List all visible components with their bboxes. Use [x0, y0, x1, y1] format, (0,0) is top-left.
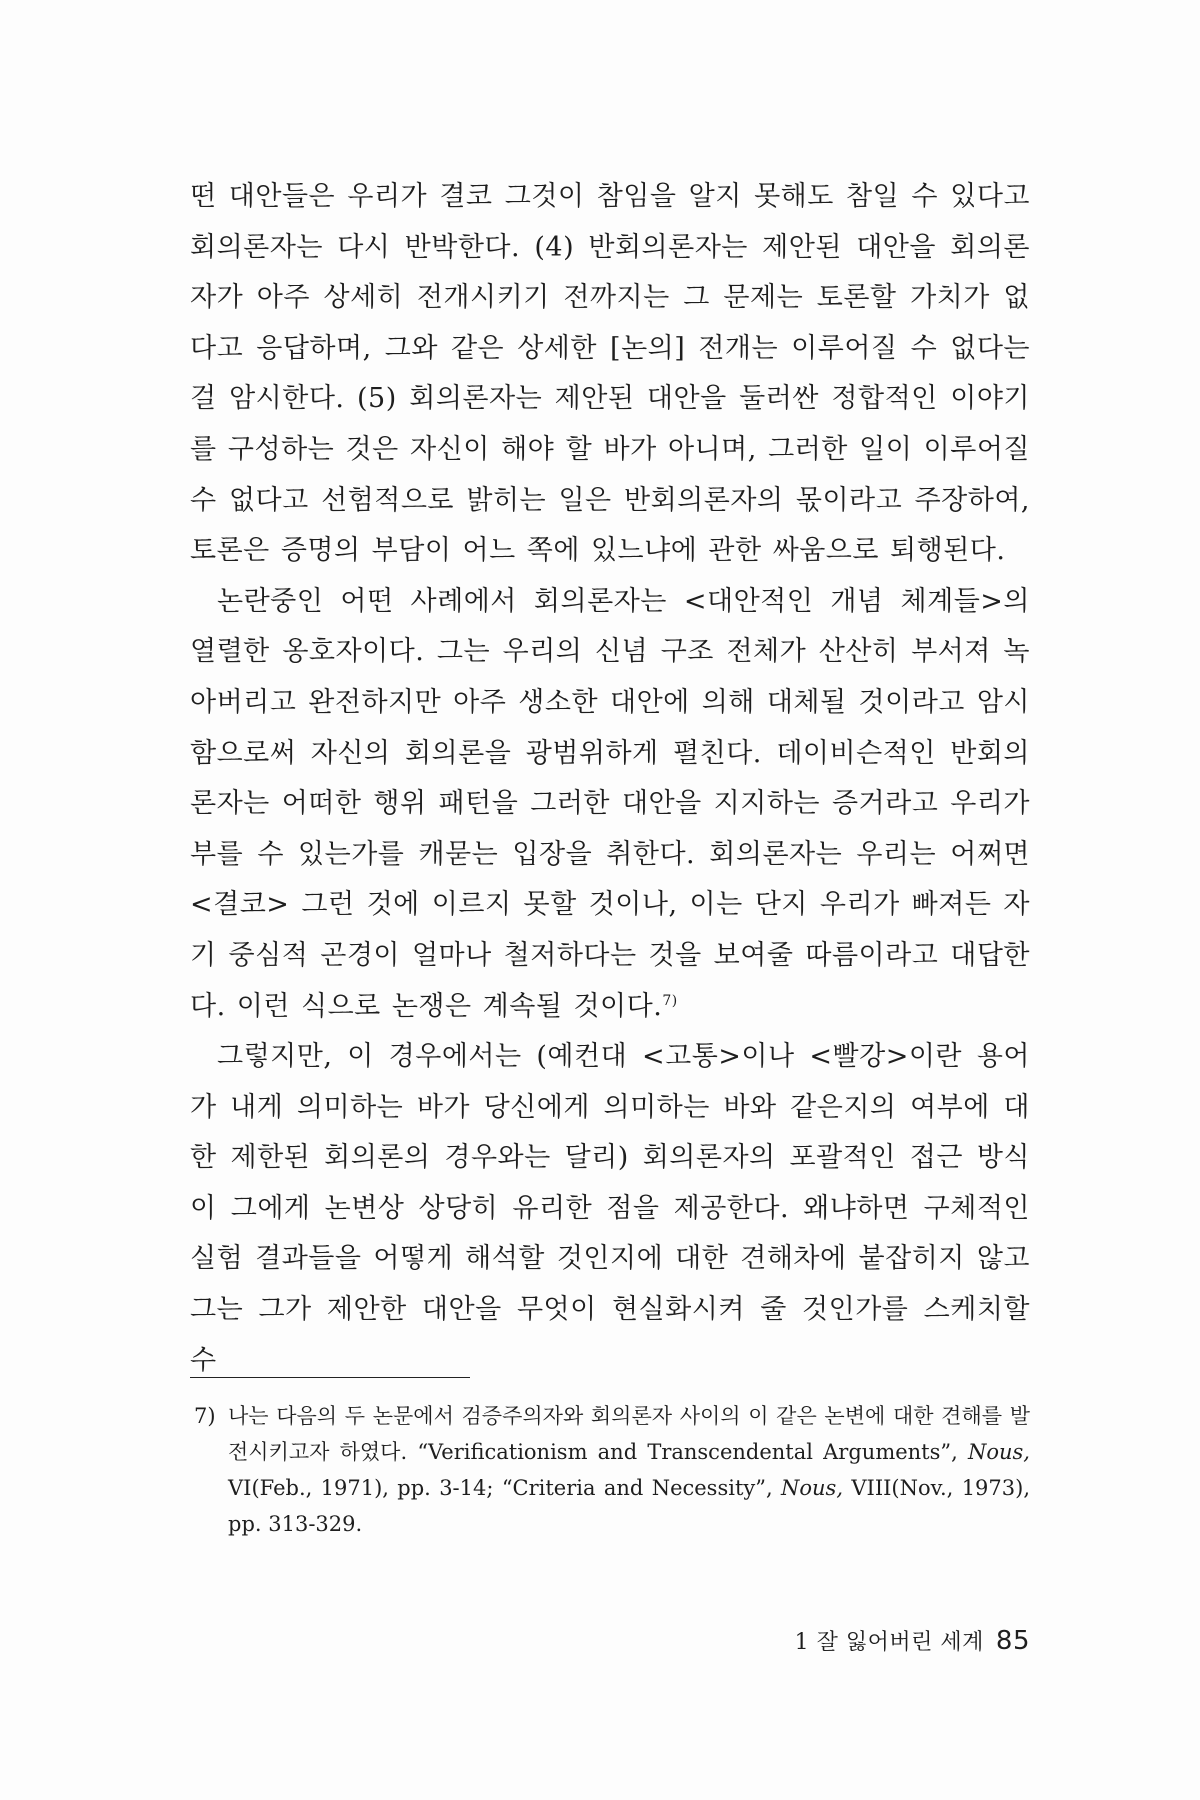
body-text: [190, 172, 1030, 1386]
footnote-ref1-detail: VI(Feb., 1971), pp. 3-14;: [228, 1476, 502, 1500]
chapter-title: 1 잘 잃어버린 세계: [794, 1630, 984, 1655]
footnote-number: 7): [194, 1404, 216, 1428]
footnote-ref2-journal: Nous,: [781, 1476, 844, 1500]
footnote-text: [228, 1398, 1030, 1542]
footnote-ref2-detail: VIII(Nov., 1973), pp. 313-329.: [228, 1476, 1030, 1536]
paragraph-2: [190, 577, 1030, 1032]
page-number: 85: [995, 1626, 1030, 1656]
footnote-reference[interactable]: 7): [662, 992, 678, 1009]
page-footer: [795, 1625, 1030, 1656]
paragraph-1-text: 떤 대안들은 우리가 결코 그것이 참임을 알지 못해도 참일 수 있다고 회의론자는 다시 반박한다. (4) 반회의론자는 제안된 대안을 회의론자가 아주 상세히 전개시키기 전까지는 그 문제는 토론할 가치가 없다고 응답하며, 그와 같은 상세한 [논의] 전개는 이루어질 수 없다는 걸 암시한다. (5) 회의론자는 제안된 대안을 둘러싼 정합적인 이야기를 구성하는 것은 자신이 해야 할 바가 아니며, 그러한 일이 이루어질 수 없다고 선험적으로 밝히는 일은 반회의론자의 몫이라고 주장하여, 토론은 증명의 부담이 어느 쪽에 있느냐에 관한 싸움으로 퇴행된다.: [190, 181, 1030, 567]
footnote-korean-text: 나는 다음의 두 논문에서 검증주의자와 회의론자 사이의 이 같은 논변에 대한 견해를 발전시키고자 하였다.: [228, 1404, 1030, 1464]
paragraph-1: [190, 172, 1030, 577]
footnote-ref1-journal: Nous,: [967, 1440, 1030, 1464]
paragraph-3-text: 그렇지만, 이 경우에서는 (예컨대 <고통>이나 <빨강>이란 용어가 내게 의미하는 바가 당신에게 의미하는 바와 같은지의 여부에 대한 제한된 회의론의 경우와는 달리) 회의론자의 포괄적인 접근 방식이 그에게 논변상 상당히 유리한 점을 제공한다. 왜냐하면 구체적인 실험 결과들을 어떻게 해석할 것인지에 대한 견해차에 붙잡히지 않고 그는 그가 제안한 대안을 무엇이 현실화시켜 줄 것인가를 스케치할 수: [190, 1041, 1030, 1376]
footnote-divider: [190, 1377, 470, 1378]
footnote-7: [190, 1398, 1030, 1542]
paragraph-2-text: 논란중인 어떤 사례에서 회의론자는 <대안적인 개념 체계들>의 열렬한 옹호자이다. 그는 우리의 신념 구조 전체가 산산히 부서져 녹아버리고 완전하지만 아주 생소한 대안에 의해 대체될 것이라고 암시함으로써 자신의 회의론을 광범위하게 펼친다. 데이비슨적인 반회의론자는 어떠한 행위 패턴을 그러한 대안을 지지하는 증거라고 우리가 부를 수 있는가를 캐묻는 입장을 취한다. 회의론자는 우리는 어쩌면 <결코> 그런 것에 이르지 못할 것이나, 이는 단지 우리가 빠져든 자기 중심적 곤경이 얼마나 철저하다는 것을 보여줄 따름이라고 대답한다. 이런 식으로 논쟁은 계속될 것이다.: [190, 585, 1030, 1022]
footnote-ref1-title: “Verificationism and Transcendental Arguments”,: [417, 1440, 968, 1464]
footnote-ref2-title: “Criteria and Necessity”,: [501, 1476, 782, 1500]
paragraph-3: [190, 1032, 1030, 1386]
footnotes: [190, 1398, 1030, 1542]
